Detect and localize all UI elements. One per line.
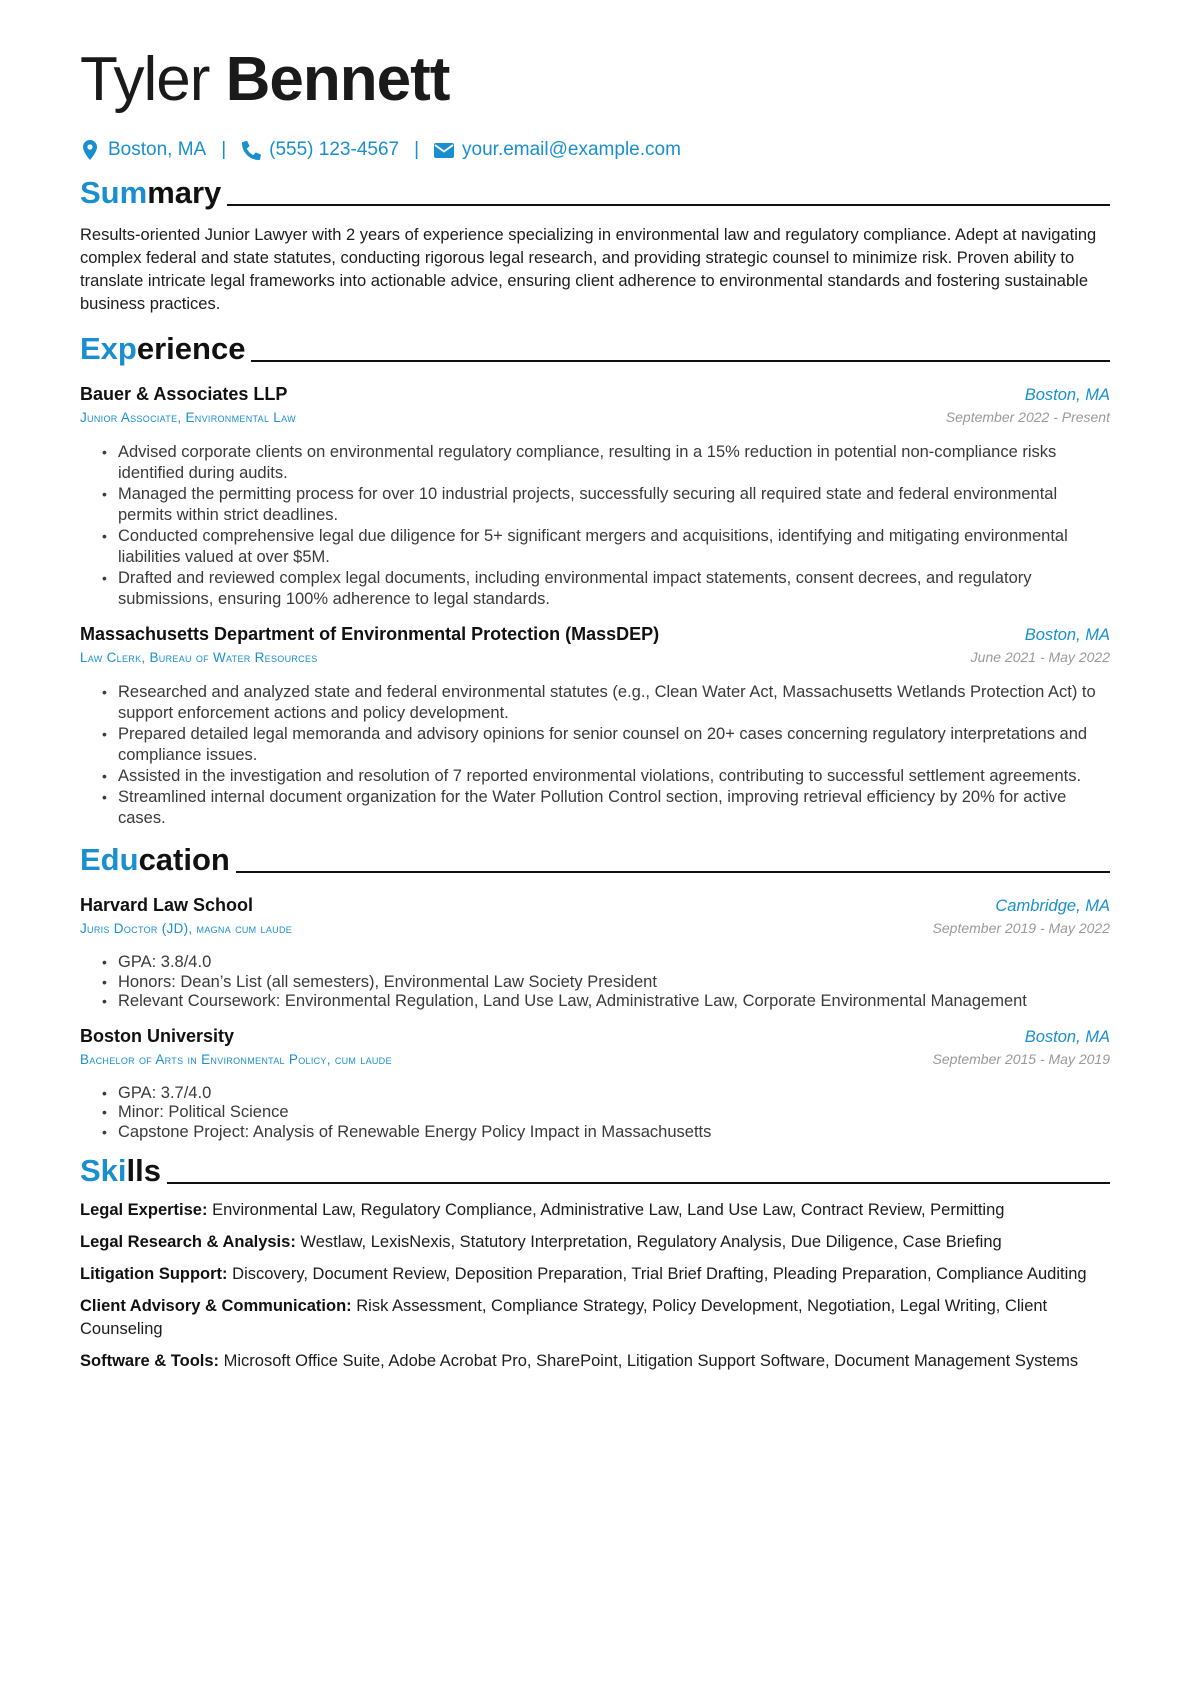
experience-entry xyxy=(80,382,1110,610)
bullet-item: • Advised corporate clients on environmental regulatory compliance, resulting in a 15% reduction in potential non-compliance risks identified during audits. xyxy=(102,442,1110,484)
contact-separator: | xyxy=(414,139,420,160)
experience-entry xyxy=(80,622,1110,829)
bullet-item: • Drafted and reviewed complex legal documents, including environmental impact statements, consent decrees, and regulatory submissions, ensuring 100% adherence to legal standards. xyxy=(102,568,1110,610)
bullet-list xyxy=(80,682,1110,829)
entry-location: Boston, MA xyxy=(1024,626,1110,644)
entry-dates: September 2019 - May 2022 xyxy=(932,920,1110,936)
bullet-item: • Honors: Dean’s List (all semesters), Environmental Law Society President xyxy=(102,973,1110,993)
skill-values: Risk Assessment, Compliance Strategy, Policy Development, Negotiation, Legal Writing, Client Counseling xyxy=(80,1297,1048,1338)
section-rule xyxy=(251,360,1110,362)
skill-category: Client Advisory & Communication: xyxy=(80,1297,352,1315)
skill-category: Software & Tools: xyxy=(80,1352,220,1370)
skill-line xyxy=(80,1263,1110,1286)
summary-text: Results-oriented Junior Lawyer with 2 years of experience specializing in environmental law and regulatory compliance. Adept at navigating complex federal and state statutes, conducting rigorous legal research, and providing strategic counsel to minimize risk. Proven ability to translate intricate legal frameworks into actionable advice, ensuring client adherence to environmental standards and fostering sustainable business practices. xyxy=(80,226,1097,313)
bullet-item: • Streamlined internal document organization for the Water Pollution Control section, improving retrieval efficiency by 20% for active cases. xyxy=(102,787,1110,829)
section-title xyxy=(80,1152,161,1190)
school-name: Harvard Law School xyxy=(80,895,254,915)
title-accent: Ski xyxy=(80,1153,127,1188)
section-rule xyxy=(236,871,1110,873)
school-name: Boston University xyxy=(80,1025,235,1046)
bullet-item: • Capstone Project: Analysis of Renewable Energy Policy Impact in Massachusetts xyxy=(102,1123,1110,1143)
skill-line xyxy=(80,1295,1110,1341)
job-title: Junior Associate, Environmental Law xyxy=(80,410,296,425)
skill-category: Legal Expertise: xyxy=(80,1201,208,1219)
email-link: your.email@example.com xyxy=(462,139,681,160)
section-rule xyxy=(227,204,1110,206)
section-rule xyxy=(167,1182,1110,1184)
bullet-item: • Relevant Coursework: Environmental Regulation, Land Use Law, Administrative Law, Corporate Environmental Management xyxy=(102,992,1110,1012)
summary-heading xyxy=(80,174,1110,212)
skill-values: Westlaw, LexisNexis, Statutory Interpretation, Regulatory Analysis, Due Diligence, Case Briefing xyxy=(300,1233,1002,1251)
entry-dates: June 2021 - May 2022 xyxy=(970,649,1110,665)
contact-separator: | xyxy=(221,139,227,160)
skill-values: Microsoft Office Suite, Adobe Acrobat Pro, SharePoint, Litigation Support Software, Document Management Systems xyxy=(223,1352,1079,1370)
employer-name: Massachusetts Department of Environmental Protection (MassDEP) xyxy=(80,624,660,644)
bullet-item: • Minor: Political Science xyxy=(102,1103,1110,1123)
bullet-item: • GPA: 3.8/4.0 xyxy=(102,953,1110,973)
skills-list xyxy=(80,1199,1110,1373)
skill-line xyxy=(80,1199,1110,1222)
entry-location: Boston, MA xyxy=(1024,386,1110,404)
section-title xyxy=(80,174,221,212)
bullet-item: • Prepared detailed legal memoranda and advisory opinions for senior counsel on 20+ cases concerning regulatory interpretations and compliance issues. xyxy=(102,724,1110,766)
degree-title: Juris Doctor (JD), magna cum laude xyxy=(80,921,293,936)
first-name: Tyler xyxy=(80,45,210,114)
contact-bar xyxy=(80,136,1110,164)
education-entry xyxy=(80,1024,1110,1143)
skill-values: Discovery, Document Review, Deposition Preparation, Trial Brief Drafting, Pleading Preparation, Compliance Auditing xyxy=(232,1265,1087,1283)
bullet-list xyxy=(80,953,1110,1012)
title-rest: cation xyxy=(138,842,230,877)
contact-email[interactable] xyxy=(434,139,681,161)
location-text: Boston, MA xyxy=(108,139,207,160)
skill-category: Legal Research & Analysis: xyxy=(80,1233,296,1251)
title-accent: Sum xyxy=(80,175,148,210)
phone-text: (555) 123-4567 xyxy=(269,139,400,160)
experience-heading xyxy=(80,330,1110,368)
title-accent: Exp xyxy=(80,331,137,366)
bullet-item: • Researched and analyzed state and federal environmental statutes (e.g., Clean Water Act, Massachusetts Wetlands Protection Act) to support enforcement actions and policy development. xyxy=(102,682,1110,724)
skill-line xyxy=(80,1231,1110,1254)
candidate-name xyxy=(80,42,1110,118)
bullet-list xyxy=(80,442,1110,610)
degree-title: Bachelor of Arts in Environmental Policy, cum laude xyxy=(80,1051,392,1067)
skills-heading xyxy=(80,1152,1110,1190)
entry-dates: September 2022 - Present xyxy=(945,409,1110,425)
envelope-icon xyxy=(434,140,454,160)
bullet-item: • Managed the permitting process for over 10 industrial projects, successfully securing all required state and federal environmental permits within strict deadlines. xyxy=(102,484,1110,526)
job-title: Law Clerk, Bureau of Water Resources xyxy=(80,650,318,665)
employer-name: Bauer & Associates LLP xyxy=(80,384,288,404)
title-accent: Edu xyxy=(80,842,139,877)
entry-location: Cambridge, MA xyxy=(995,897,1110,915)
section-title xyxy=(80,330,245,368)
title-rest: mary xyxy=(147,175,222,210)
bullet-item: • Assisted in the investigation and resolution of 7 reported environmental violations, contributing to successful settlement agreements. xyxy=(102,766,1110,787)
skill-values: Environmental Law, Regulatory Compliance, Administrative Law, Land Use Law, Contract Review, Permitting xyxy=(212,1201,1005,1219)
skill-line xyxy=(80,1350,1110,1373)
bullet-item: • Conducted comprehensive legal due diligence for 5+ significant mergers and acquisitions, identifying and mitigating environmental liabilities valued at over $5M. xyxy=(102,526,1110,568)
title-rest: erience xyxy=(136,331,246,366)
entry-location: Boston, MA xyxy=(1024,1027,1110,1046)
bullet-list xyxy=(80,1084,1110,1143)
skill-category: Litigation Support: xyxy=(80,1265,228,1283)
education-heading xyxy=(80,841,1110,879)
contact-location xyxy=(80,139,206,161)
section-title xyxy=(80,841,230,879)
contact-phone[interactable] xyxy=(241,139,399,161)
phone-icon xyxy=(241,140,261,160)
title-rest: lls xyxy=(126,1153,161,1188)
entry-dates: September 2015 - May 2019 xyxy=(932,1050,1110,1067)
map-pin-icon xyxy=(80,140,100,160)
last-name: Bennett xyxy=(225,45,450,114)
education-entry xyxy=(80,893,1110,1012)
bullet-item: • GPA: 3.7/4.0 xyxy=(102,1084,1110,1104)
